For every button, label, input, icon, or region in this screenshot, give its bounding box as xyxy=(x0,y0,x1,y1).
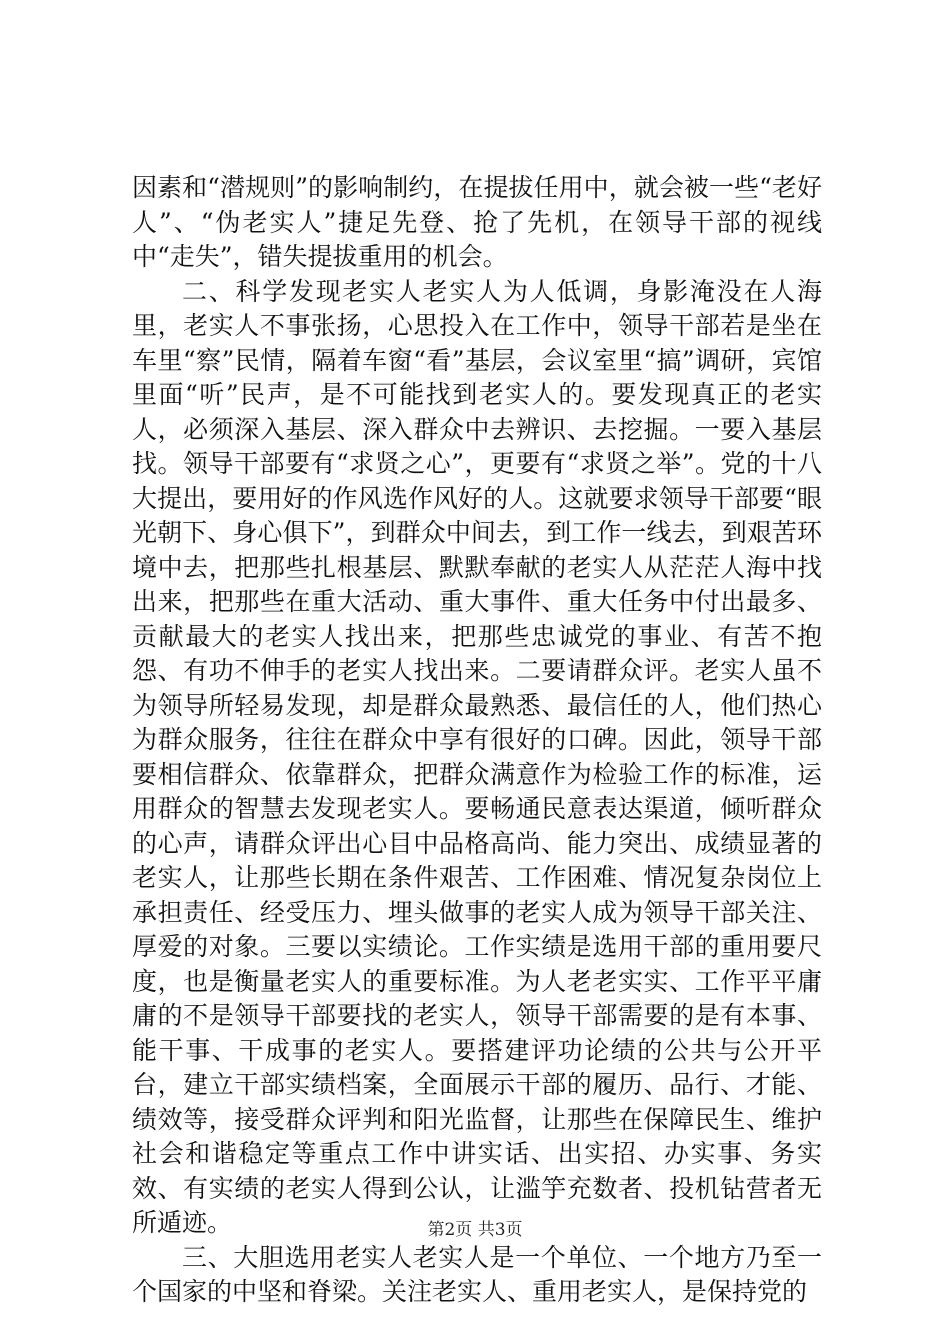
paragraph-3: 三、大胆选用老实人老实人是一个单位、一个地方乃至一个国家的中坚和脊梁。关注老实人、重用老实人，是保持党的 xyxy=(132,1242,822,1306)
paragraph-1: 因素和“潜规则”的影响制约，在提拔任用中，就会被一些“老好人”、“伪老实人”捷足先登、抢了先机，在领导干部的视线中“走失”，错失提拔重用的机会。 xyxy=(132,173,822,271)
paragraph-2: 二、科学发现老实人老实人为人低调，身影淹没在人海里，老实人不事张扬，心思投入在工作中，领导干部若是坐在车里“察”民情，隔着车窗“看”基层，会议室里“搞”调研，宾馆里面“听”民声，是不可能找到老实人的。要发现真正的老实人，必须深入基层、深入群众中去辨识、去挖掘。一要入基层找。领导干部要有“求贤之心”，更要有“求贤之举”。党的十八大提出，要用好的作风选作风好的人。这就要求领导干部要“眼光朝下、身心俱下”，到群众中间去，到工作一线去，到艰苦环境中去，把那些扎根基层、默默奉献的老实人从茫茫人海中找出来，把那些在重大活动、重大事件、重大任务中付出最多、贡献最大的老实人找出来，把那些忠诚党的事业、有苦不抱怨、有功不伸手的老实人找出来。二要请群众评。老实人虽不为领导所轻易发现，却是群众最熟悉、最信任的人，他们热心为群众服务，往往在群众中享有很好的口碑。因此，领导干部要相信群众、依靠群众，把群众满意作为检验工作的标准，运用群众的智慧去发现老实人。要畅通民意表达渠道，倾听群众的心声，请群众评出心目中品格高尚、能力突出、成绩显著的老实人，让那些长期在条件艰苦、工作困难、情况复杂岗位上承担责任、经受压力、埋头做事的老实人成为领导干部关注、厚爱的对象。三要以实绩论。工作实绩是选用干部的重用要尺度，也是衡量老实人的重要标准。为人老老实实、工作平平庸庸的不是领导干部要找的老实人，领导干部需要的是有本事、能干事、干成事的老实人。要搭建评功论绩的公共与公开平台，建立干部实绩档案，全面展示干部的履历、品行、才能、绩效等，接受群众评判和阳光监督，让那些在保障民生、维护社会和谐稳定等重点工作中讲实话、出实招、办实事、务实效、有实绩的老实人得到公认，让滥竽充数者、投机钻营者无所遁迹。 xyxy=(132,276,822,1237)
document-body xyxy=(132,171,822,1310)
page-footer: 第2页 共3页 xyxy=(427,1220,523,1240)
